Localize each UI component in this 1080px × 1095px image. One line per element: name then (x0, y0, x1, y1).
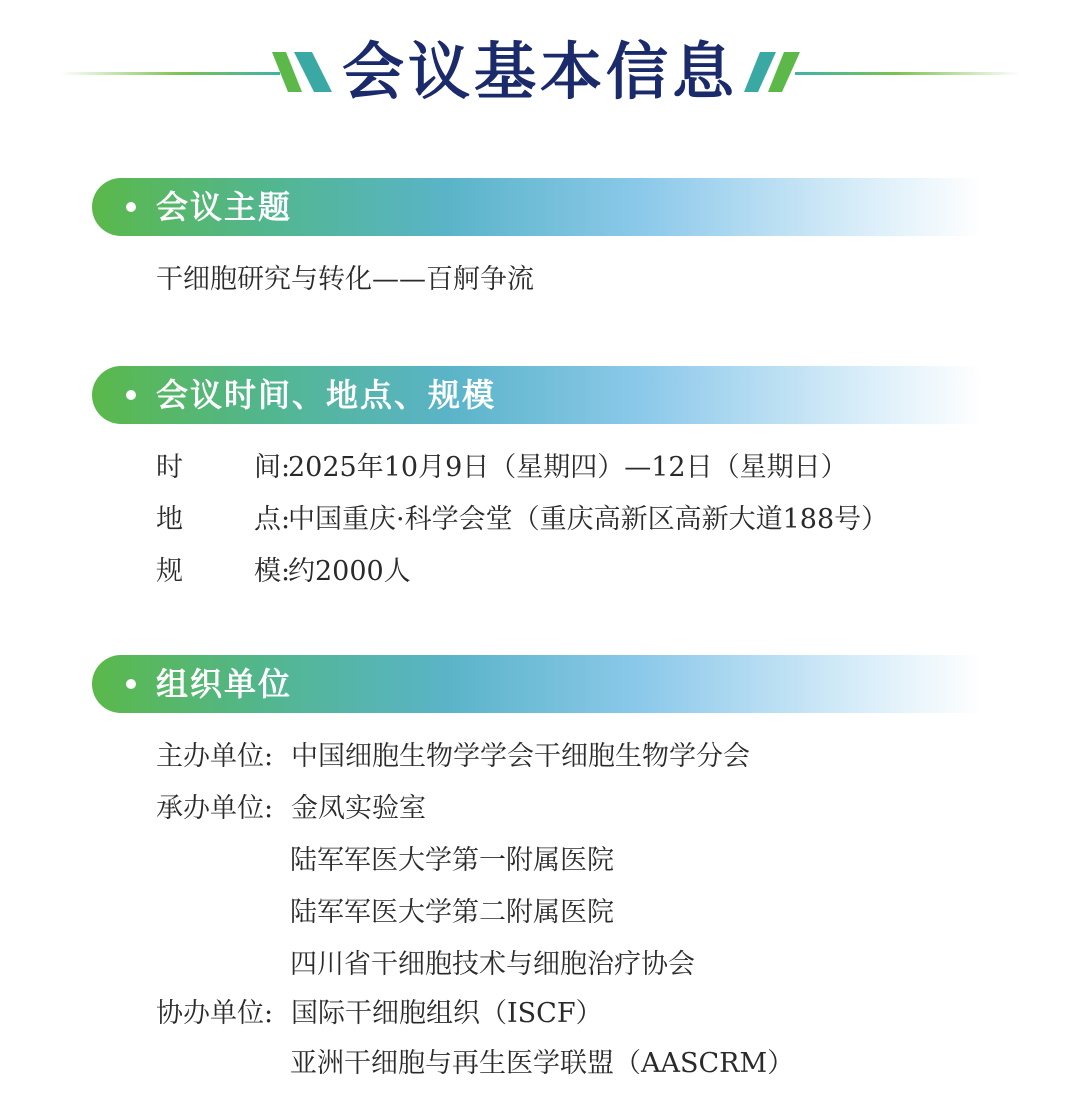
org-value: 国际干细胞组织（ISCF） (291, 998, 603, 1029)
org-value: 中国细胞生物学学会干细胞生物学分会 (291, 741, 750, 772)
section-heading: 组织单位 (156, 665, 293, 703)
org-value: 陆军军医大学第二附属医院 (290, 897, 614, 928)
info-value: 约2000人 (288, 556, 411, 587)
org-label: 主办单位: (156, 741, 274, 772)
section-heading: 会议时间、地点、规模 (156, 376, 497, 414)
info-row-place (156, 500, 888, 540)
org-row-organizer (156, 789, 426, 829)
info-label: 地 点: (156, 504, 291, 535)
bullet-dot-icon (126, 390, 136, 400)
org-label: 协办单位: (156, 998, 274, 1029)
section-header-time-place-scale (92, 366, 982, 424)
section-heading: 会议主题 (156, 188, 293, 226)
page-title: 会议基本信息 (341, 35, 738, 108)
info-row-scale (156, 552, 411, 592)
title-decor-line-right (795, 72, 1020, 75)
org-value: 陆军军医大学第一附属医院 (290, 845, 614, 876)
section-header-organizers (92, 655, 982, 713)
section-header-theme (92, 178, 982, 236)
org-label: 承办单位: (156, 793, 274, 824)
info-label: 规 模: (156, 556, 291, 587)
info-value: 2025年10月9日（星期四）—12日（星期日） (288, 452, 848, 483)
org-value: 金凤实验室 (291, 793, 426, 824)
org-value: 亚洲干细胞与再生医学联盟（AASCRM） (290, 1048, 795, 1079)
info-value: 中国重庆·科学会堂（重庆高新区高新大道188号） (288, 504, 889, 535)
theme-text: 干细胞研究与转化——百舸争流 (156, 264, 534, 295)
bullet-dot-icon (126, 202, 136, 212)
info-label: 时 间: (156, 452, 291, 483)
bullet-dot-icon (126, 679, 136, 689)
org-value: 四川省干细胞技术与细胞治疗协会 (290, 949, 695, 980)
org-row-host (156, 737, 750, 777)
org-row-coorganizer (156, 994, 603, 1034)
info-row-time (156, 448, 848, 488)
